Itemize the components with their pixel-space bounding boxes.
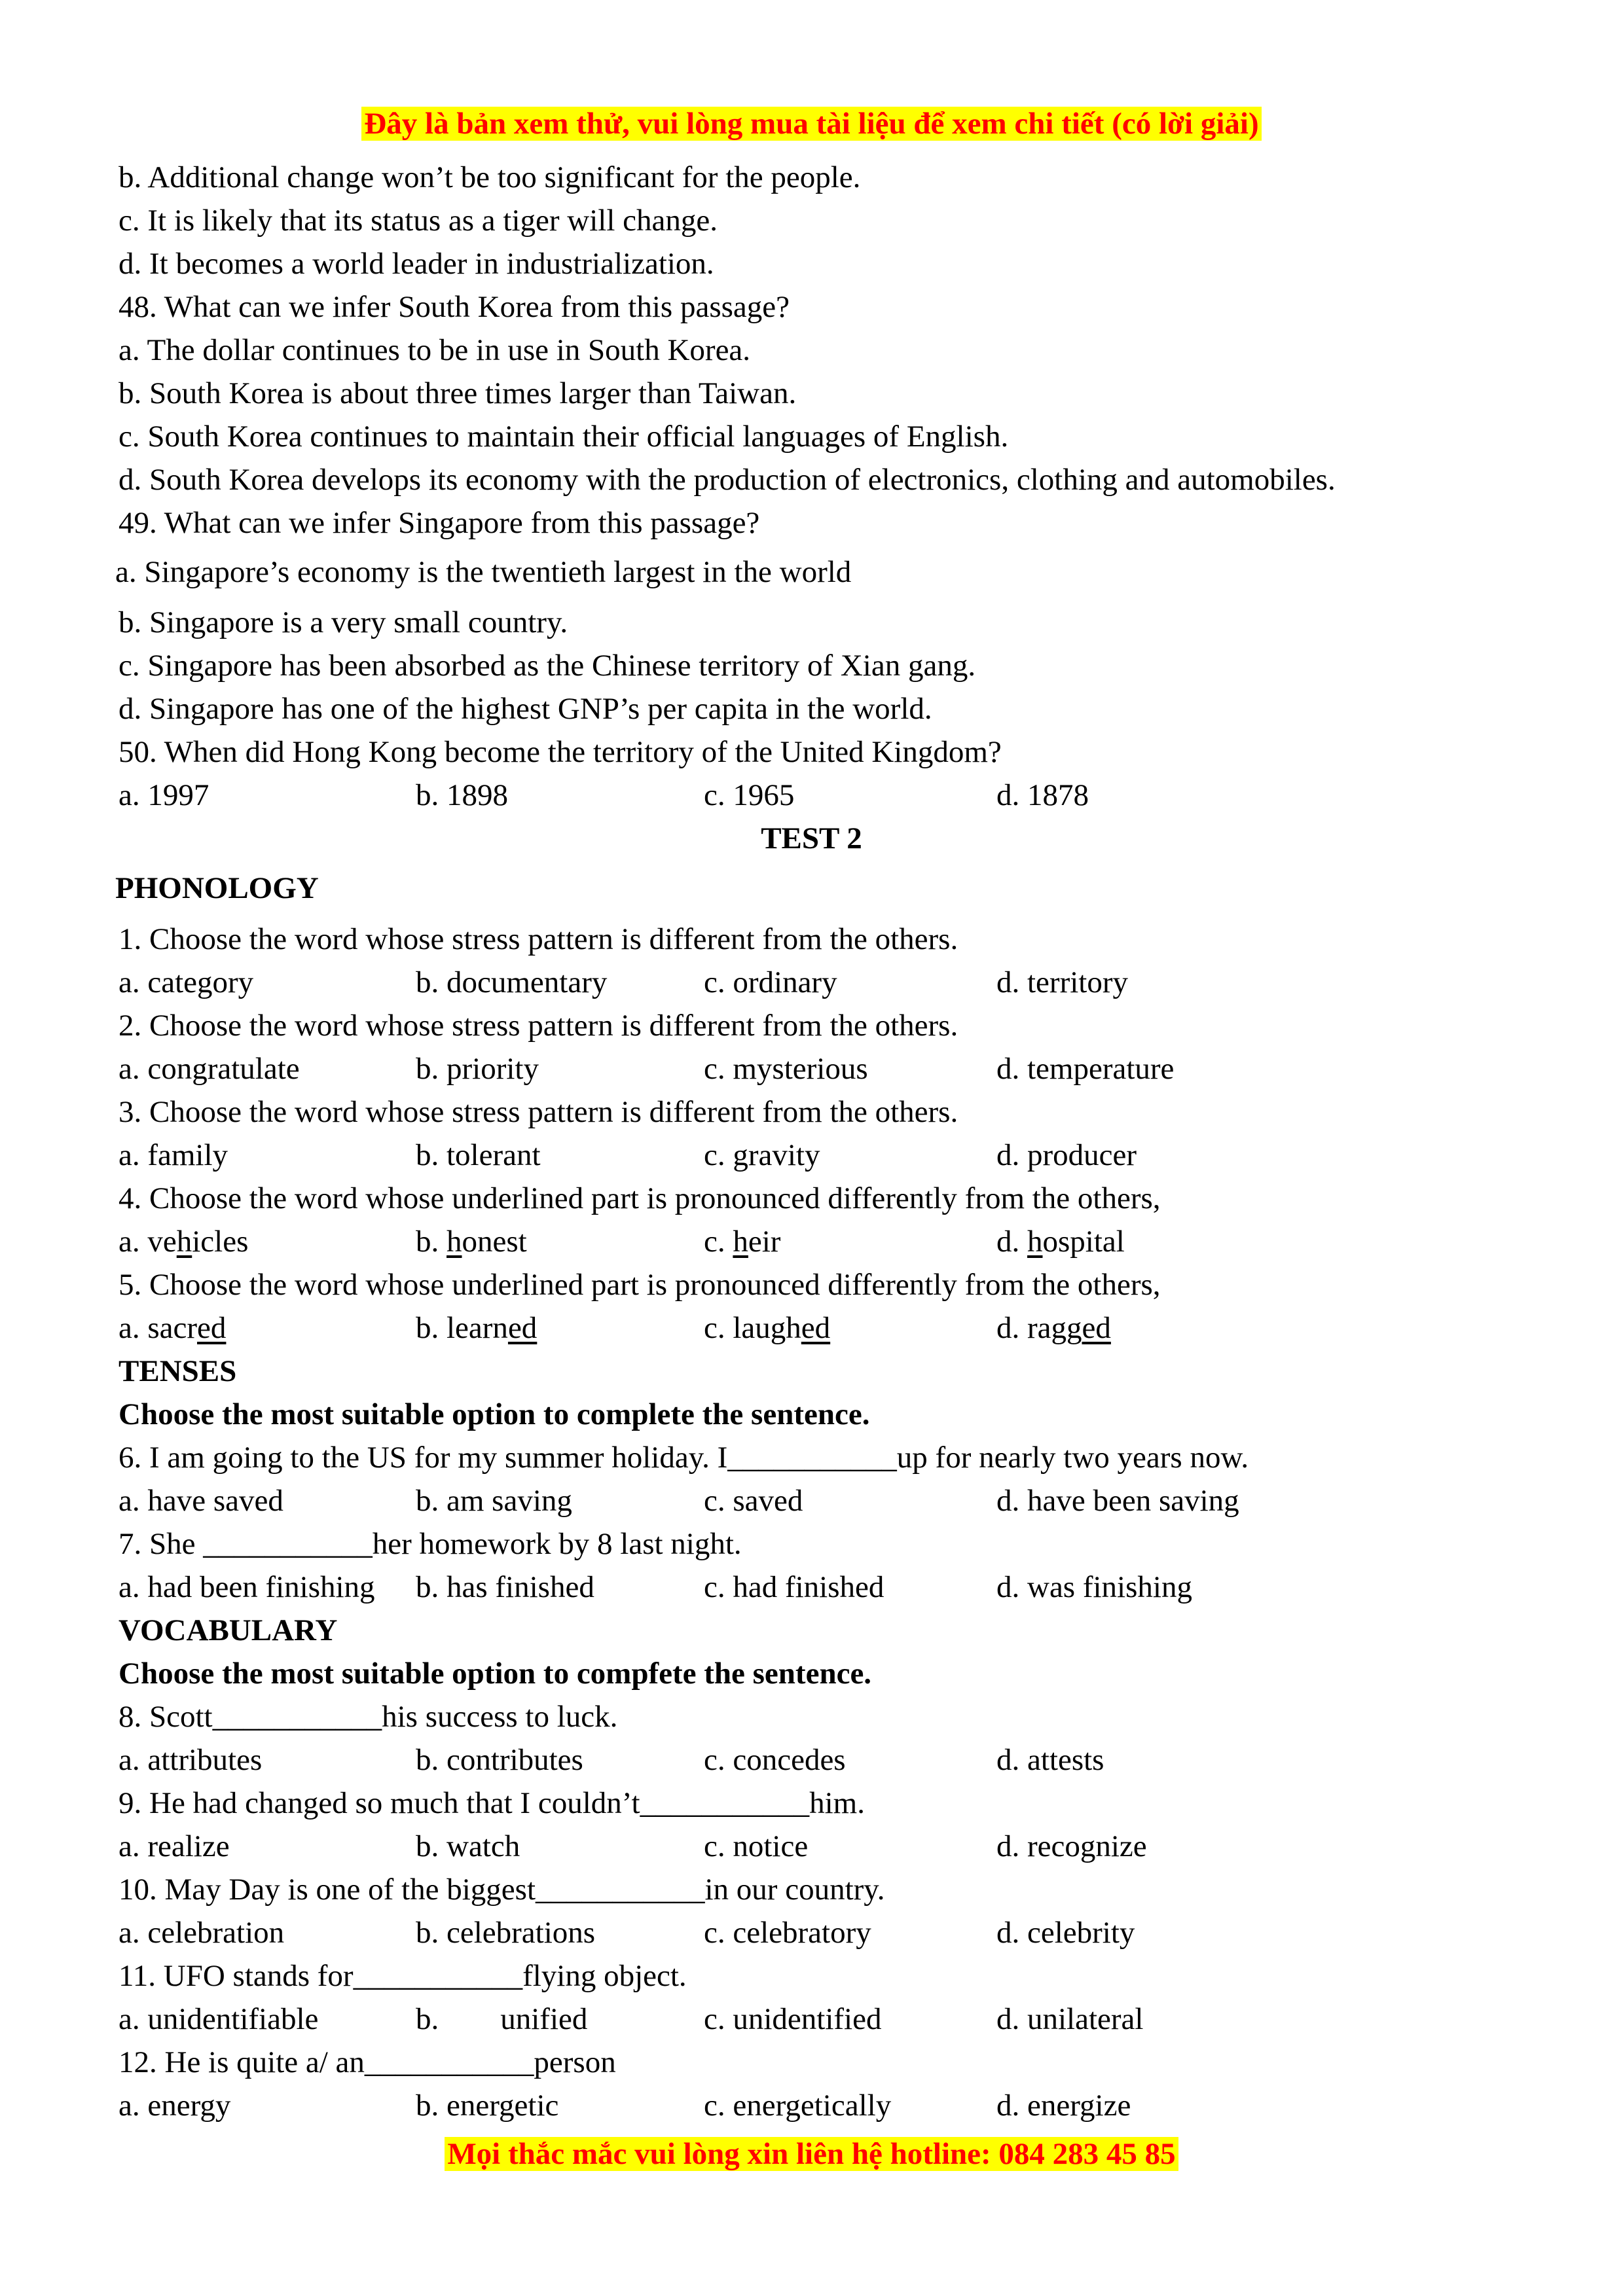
option-c: c. energetically: [704, 2089, 892, 2123]
option-d: d. celebrity: [996, 1916, 1135, 1950]
option-line: b. Singapore is a very small country.: [119, 605, 568, 639]
option-b: b. energetic: [416, 2089, 559, 2123]
option-b: b. am saving: [416, 1484, 572, 1518]
option-c: c. had finished: [704, 1570, 884, 1604]
options-row-5: [0, 1306, 1623, 1350]
options-row-7: [0, 1566, 1623, 1609]
option-a: a. celebration: [119, 1916, 285, 1950]
option-line: d. Singapore has one of the highest GNP’s per capita in the world.: [119, 692, 932, 726]
options-row-4: [0, 1220, 1623, 1263]
options-row-1: [0, 961, 1623, 1004]
option-c: c. mysterious: [704, 1052, 868, 1086]
option-line: c. Singapore has been absorbed as the Chinese territory of Xian gang.: [119, 649, 976, 683]
options-row-6: [0, 1479, 1623, 1522]
option-a: a. have saved: [119, 1484, 283, 1518]
option-c: c. 1965: [704, 778, 795, 812]
options-row-12: [0, 2084, 1623, 2127]
option-d: d. 1878: [996, 778, 1089, 812]
question-8: 8. Scott___________his success to luck.: [119, 1700, 618, 1734]
option-line: c. It is likely that its status as a tiger will change.: [119, 204, 718, 238]
option-d: d. was finishing: [996, 1570, 1192, 1604]
option-b: b. learned: [416, 1311, 538, 1345]
option-c: c. gravity: [704, 1138, 820, 1172]
option-c: c. notice: [704, 1829, 809, 1863]
option-d: d. unilateral: [996, 2002, 1144, 2036]
hotline-banner: Mọi thắc mắc vui lòng xin liên hệ hotline: 084 283 45 85: [0, 2135, 1623, 2173]
question-49: 49. What can we infer Singapore from this passage?: [119, 506, 760, 540]
question-5: 5. Choose the word whose underlined part is pronounced differently from the others,: [119, 1268, 1161, 1302]
option-line: b. South Korea is about three times larger than Taiwan.: [119, 376, 797, 410]
option-c: c. heir: [704, 1225, 781, 1259]
question-48: 48. What can we infer South Korea from this passage?: [119, 290, 790, 324]
option-b: b. 1898: [416, 778, 508, 812]
option-b: b. celebrations: [416, 1916, 596, 1950]
option-a: a. vehicles: [119, 1225, 249, 1259]
question-3: 3. Choose the word whose stress pattern is different from the others.: [119, 1095, 958, 1129]
question-4: 4. Choose the word whose underlined part is pronounced differently from the others,: [119, 1181, 1161, 1215]
option-a: a. attributes: [119, 1743, 263, 1777]
section-instruction: Choose the most suitable option to complete the sentence.: [119, 1397, 870, 1431]
section-instruction: Choose the most suitable option to compfete the sentence.: [119, 1657, 872, 1691]
option-b: b. priority: [416, 1052, 539, 1086]
section-heading-vocabulary: VOCABULARY: [119, 1613, 338, 1647]
option-d: d. ragged: [996, 1311, 1111, 1345]
test-title: TEST 2: [761, 821, 862, 855]
section-heading-phonology: PHONOLOGY: [115, 871, 319, 905]
option-b: b. unified: [416, 2002, 588, 2036]
option-b: b. watch: [416, 1829, 520, 1863]
options-row-8: [0, 1738, 1623, 1782]
option-line: a. Singapore’s economy is the twentieth largest in the world: [115, 555, 852, 589]
question-11: 11. UFO stands for___________flying object.: [119, 1959, 687, 1993]
option-b: b. honest: [416, 1225, 527, 1259]
option-a: a. congratulate: [119, 1052, 300, 1086]
question-10: 10. May Day is one of the biggest___________in our country.: [119, 1873, 885, 1907]
option-d: d. producer: [996, 1138, 1137, 1172]
option-c: c. ordinary: [704, 965, 837, 999]
option-d: d. territory: [996, 965, 1128, 999]
options-row-10: [0, 1911, 1623, 1954]
option-c: c. celebratory: [704, 1916, 871, 1950]
option-a: a. realize: [119, 1829, 230, 1863]
options-row-50: [0, 774, 1623, 817]
option-line: a. The dollar continues to be in use in South Korea.: [119, 333, 751, 367]
option-c: c. saved: [704, 1484, 803, 1518]
option-a: a. unidentifiable: [119, 2002, 319, 2036]
option-a: a. 1997: [119, 778, 210, 812]
question-50: 50. When did Hong Kong become the territory of the United Kingdom?: [119, 735, 1002, 769]
option-b: b. documentary: [416, 965, 608, 999]
options-row-9: [0, 1825, 1623, 1868]
option-d: d. recognize: [996, 1829, 1147, 1863]
options-row-3: [0, 1134, 1623, 1177]
option-d: d. energize: [996, 2089, 1131, 2123]
question-9: 9. He had changed so much that I couldn’t___________him.: [119, 1786, 865, 1820]
question-12: 12. He is quite a/ an___________person: [119, 2045, 616, 2079]
option-line: b. Additional change won’t be too significant for the people.: [119, 160, 861, 194]
option-line: c. South Korea continues to maintain their official languages of English.: [119, 420, 1009, 454]
option-a: a. sacred: [119, 1311, 227, 1345]
option-d: d. temperature: [996, 1052, 1175, 1086]
option-b: b. tolerant: [416, 1138, 541, 1172]
option-d: d. hospital: [996, 1225, 1125, 1259]
option-a: a. family: [119, 1138, 228, 1172]
option-line: d. It becomes a world leader in industrialization.: [119, 247, 714, 281]
question-1: 1. Choose the word whose stress pattern is different from the others.: [119, 922, 958, 956]
option-a: a. category: [119, 965, 254, 999]
option-d: d. attests: [996, 1743, 1104, 1777]
option-b: b. has finished: [416, 1570, 594, 1604]
options-row-2: [0, 1047, 1623, 1090]
option-d: d. have been saving: [996, 1484, 1239, 1518]
preview-notice-banner: Đây là bản xem thử, vui lòng mua tài liệu để xem chi tiết (có lời giải): [0, 105, 1623, 143]
option-c: c. laughed: [704, 1311, 831, 1345]
question-6: 6. I am going to the US for my summer holiday. I___________up for nearly two years now.: [119, 1441, 1249, 1475]
question-2: 2. Choose the word whose stress pattern is different from the others.: [119, 1009, 958, 1043]
option-line: d. South Korea develops its economy with the production of electronics, clothing and automobiles.: [119, 463, 1336, 497]
option-a: a. had been finishing: [119, 1570, 375, 1604]
option-b: b. contributes: [416, 1743, 583, 1777]
option-c: c. unidentified: [704, 2002, 882, 2036]
question-7: 7. She ___________her homework by 8 last night.: [119, 1527, 742, 1561]
option-c: c. concedes: [704, 1743, 846, 1777]
options-row-11: [0, 1998, 1623, 2041]
option-a: a. energy: [119, 2089, 231, 2123]
section-heading-tenses: TENSES: [119, 1354, 237, 1388]
